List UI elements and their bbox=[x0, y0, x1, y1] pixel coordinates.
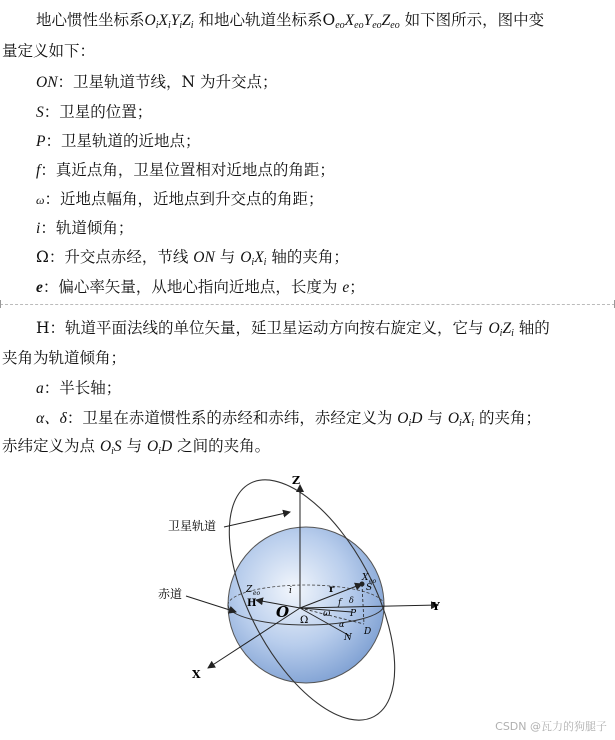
definition-text: 与 bbox=[214, 248, 241, 266]
subscript: i bbox=[408, 418, 412, 429]
origin-label: O bbox=[276, 603, 290, 621]
subscript: i bbox=[471, 418, 475, 429]
x-axis-label: X bbox=[192, 668, 201, 681]
symbol: P bbox=[36, 133, 46, 150]
symbol: O bbox=[240, 249, 252, 266]
symbol: Z bbox=[502, 320, 512, 337]
definition-text: 赤纬定义为点 bbox=[2, 437, 100, 455]
z-axis-label: Z bbox=[292, 474, 301, 487]
definition-text: ：卫星的位置； bbox=[43, 103, 153, 121]
orbit-label: 卫星轨道 bbox=[168, 519, 217, 533]
definition-text: ：偏心率矢量，从地心指向近地点，长度为 bbox=[42, 278, 343, 296]
h-definition-line-1 bbox=[36, 318, 550, 344]
symbol: X bbox=[158, 12, 168, 29]
n-label: N bbox=[344, 633, 352, 643]
definition-e bbox=[36, 277, 365, 298]
symbol: α、δ bbox=[36, 410, 67, 427]
symbol: D bbox=[411, 410, 423, 427]
subscript: eo bbox=[372, 20, 382, 31]
h-definition-line-2: 夹角为轨道倾角； bbox=[2, 349, 127, 367]
f-label: f bbox=[338, 598, 342, 608]
p-label: P bbox=[350, 609, 357, 619]
orbit-callout-line bbox=[224, 512, 290, 527]
subscript: i bbox=[511, 328, 514, 339]
page-break-mark-right bbox=[610, 300, 615, 308]
definition-text: ：轨道倾角； bbox=[40, 219, 134, 237]
symbol: X bbox=[344, 12, 355, 29]
declination-line bbox=[2, 436, 270, 462]
symbol: Z bbox=[182, 12, 191, 29]
definition-text: 轴的 bbox=[513, 319, 550, 337]
i-label: i bbox=[289, 586, 292, 596]
symbol: O bbox=[397, 410, 409, 427]
equator-label: 赤道 bbox=[158, 587, 183, 601]
symbol: O bbox=[144, 12, 156, 29]
symbol: D bbox=[161, 438, 173, 455]
symbol: Y bbox=[170, 12, 180, 29]
subscript: eo bbox=[335, 20, 345, 31]
big-omega-label: Ω bbox=[300, 615, 309, 626]
subscript: i bbox=[251, 257, 255, 268]
xeo-sub-label: eo bbox=[369, 578, 377, 585]
definition-text: ：卫星轨道节线，N 为升交点； bbox=[57, 73, 278, 91]
definition-text: 的夹角； bbox=[474, 409, 541, 427]
definition-alpha-delta bbox=[36, 408, 541, 434]
definition-text: 之间的夹角。 bbox=[172, 437, 271, 455]
definition-text: 与 bbox=[121, 437, 148, 455]
definition-f bbox=[36, 160, 335, 181]
definition-text: ； bbox=[349, 278, 365, 296]
symbol: S bbox=[36, 104, 44, 121]
definition-omega bbox=[36, 189, 324, 210]
definition-text: ：升交点赤经，节线 bbox=[48, 248, 194, 266]
definition-s bbox=[36, 102, 152, 123]
symbol: e bbox=[342, 279, 350, 296]
orbit-diagram bbox=[0, 470, 615, 732]
symbol: O bbox=[99, 438, 112, 455]
delta-label: δ bbox=[349, 596, 354, 605]
definition-text: H：轨道平面法线的单位矢量，延卫星运动方向按右旋定义，它与 bbox=[36, 319, 489, 337]
page-break-mark-left bbox=[0, 300, 5, 308]
h-label: H bbox=[247, 598, 257, 609]
symbol: ON bbox=[193, 249, 215, 266]
page-break-rule bbox=[0, 304, 615, 305]
definition-a bbox=[36, 378, 121, 399]
definition-on bbox=[36, 72, 278, 93]
intro-line-1 bbox=[36, 10, 544, 36]
symbol: O bbox=[447, 410, 460, 427]
s-label: S bbox=[366, 583, 373, 593]
definition-text: ：真近点角，卫星位置相对近地点的角距； bbox=[40, 161, 335, 179]
subscript: i bbox=[459, 418, 462, 429]
symbol: Ω bbox=[36, 248, 49, 266]
zeo-label: Z bbox=[246, 585, 253, 595]
subscript: i bbox=[179, 20, 183, 31]
symbol: Z bbox=[381, 12, 391, 29]
definition-text: ：卫星在赤道惯性系的赤经和赤纬，赤经定义为 bbox=[66, 409, 398, 427]
definition-text: ：卫星轨道的近地点； bbox=[45, 132, 201, 150]
subscript: eo bbox=[390, 20, 400, 31]
intro-text: 如下图所示，图中变 bbox=[399, 11, 545, 29]
symbol: ON bbox=[36, 74, 58, 91]
definition-text: 与 bbox=[422, 409, 448, 427]
symbol: i bbox=[36, 220, 41, 237]
subscript: i bbox=[263, 257, 267, 268]
definition-text: ：近地点幅角，近地点到升交点的角距； bbox=[44, 190, 324, 208]
symbol: e bbox=[36, 279, 43, 296]
definition-text: ：半长轴； bbox=[43, 379, 122, 397]
symbol: X bbox=[461, 410, 472, 427]
definition-i bbox=[36, 218, 133, 239]
intro-text: 和地心轨道坐标系 bbox=[193, 11, 323, 29]
xeo-label: X bbox=[362, 573, 369, 583]
watermark: CSDN @瓦力的狗腿子 bbox=[495, 720, 607, 733]
r-label: r bbox=[329, 584, 335, 595]
symbol: ω bbox=[36, 193, 45, 207]
subscript: i bbox=[155, 20, 159, 31]
y-axis-label: Y bbox=[432, 600, 440, 613]
symbol: a bbox=[36, 380, 44, 397]
subscript: i bbox=[158, 446, 162, 457]
intro-text: 地心惯性坐标系 bbox=[36, 11, 145, 29]
subscript: i bbox=[167, 20, 171, 31]
symbol: S bbox=[113, 438, 122, 455]
omega-label: ω bbox=[323, 609, 331, 619]
subscript: eo bbox=[354, 20, 364, 31]
symbol: O bbox=[322, 11, 336, 29]
symbol: Y bbox=[363, 12, 373, 29]
zeo-sub-label: eo bbox=[253, 590, 261, 597]
symbol: O bbox=[488, 320, 500, 337]
definition-big-omega bbox=[36, 247, 349, 273]
d-label: D bbox=[364, 627, 372, 637]
definition-p bbox=[36, 131, 200, 152]
symbol: f bbox=[36, 162, 41, 179]
intro-line-2: 量定义如下： bbox=[2, 42, 96, 60]
alpha-label: α bbox=[339, 620, 345, 629]
symbol: O bbox=[147, 438, 159, 455]
subscript: i bbox=[499, 328, 503, 339]
definition-text: 轴的夹角； bbox=[266, 248, 349, 266]
subscript: i bbox=[111, 446, 114, 457]
symbol: X bbox=[254, 249, 264, 266]
subscript: i bbox=[190, 20, 194, 31]
